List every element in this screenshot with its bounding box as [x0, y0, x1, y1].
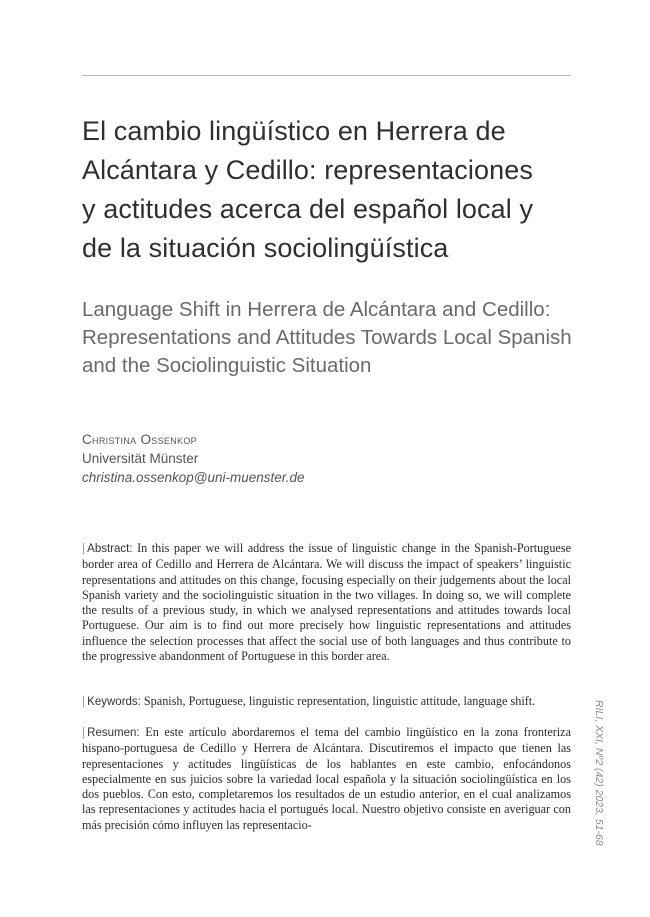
journal-reference: RILI, XXI, Nº2 (42) 2023, 51-68	[593, 700, 605, 846]
section-marker: |	[82, 694, 86, 708]
title-es-line: El cambio lingüístico en Herrera de	[82, 116, 506, 146]
article-title-english	[82, 296, 582, 380]
author-name: Christina Ossenkop	[82, 432, 197, 447]
author-block	[82, 430, 562, 487]
section-marker: |	[82, 541, 86, 555]
title-en-line: and the Sociolinguistic Situation	[82, 354, 372, 377]
top-rule	[82, 75, 571, 76]
abstract-label: Abstract:	[87, 543, 133, 555]
title-es-line: de la situación sociolingüística	[82, 233, 449, 263]
resumen-paragraph	[82, 725, 571, 833]
author-email: christina.ossenkop@uni-muenster.de	[82, 470, 305, 485]
resumen-text: En este artículo abordaremos el tema del cambio lingüístico en la zona fronteriza hispano-portuguesa de Cedillo y Herrera de Alcántara. Discutiremos el impacto que tienen las representaciones y actitudes lingüísticas de los hablantes en este cambio, enfocándonos especialmente en sus juicios sobre la variedad local española y la situación sociolingüística en los dos pueblos. Con esto, completaremos los resultados de un estudio anterior, en el cual analizamos las representaciones y actitudes hacia el portugués local. Nuestro objetivo consiste en averiguar con más precisión cómo influyen las representacio-	[82, 725, 572, 832]
title-es-line: Alcántara y Cedillo: representaciones	[82, 155, 533, 185]
keywords-paragraph	[82, 694, 571, 710]
keywords-label: Keywords:	[87, 696, 141, 708]
article-title-spanish	[82, 112, 582, 268]
abstract-text: In this paper we will address the issue of linguistic change in the Spanish-Portuguese border area of Cedillo and Herrera de Alcántara. We will discuss the impact of speakers’ linguistic representations and attitudes on this change, focusing especially on their judgements about the local Spanish variety and the sociolinguistic situation in the two villages. In doing so, we will complete the results of a previous study, in which we analysed representations and attitudes towards local Portuguese. Our aim is to find out more precisely how linguistic representations and attitudes influence the selection processes that affect the social use of both languages and thus contribute to the progressive abandonment of Portuguese in this border area.	[82, 541, 571, 664]
journal-reference-margin	[593, 700, 607, 846]
keywords-text: Spanish, Portuguese, linguistic representation, linguistic attitude, language shift.	[143, 694, 536, 708]
section-marker: |	[82, 725, 86, 739]
title-en-line: Language Shift in Herrera de Alcántara and Cedillo:	[82, 298, 551, 321]
title-en-line: Representations and Attitudes Towards Local Spanish	[82, 326, 572, 349]
author-affiliation: Universität Münster	[82, 451, 199, 466]
abstract-paragraph	[82, 541, 571, 664]
resumen-label: Resumen:	[87, 727, 140, 739]
title-es-line: y actitudes acerca del español local y	[82, 194, 534, 224]
